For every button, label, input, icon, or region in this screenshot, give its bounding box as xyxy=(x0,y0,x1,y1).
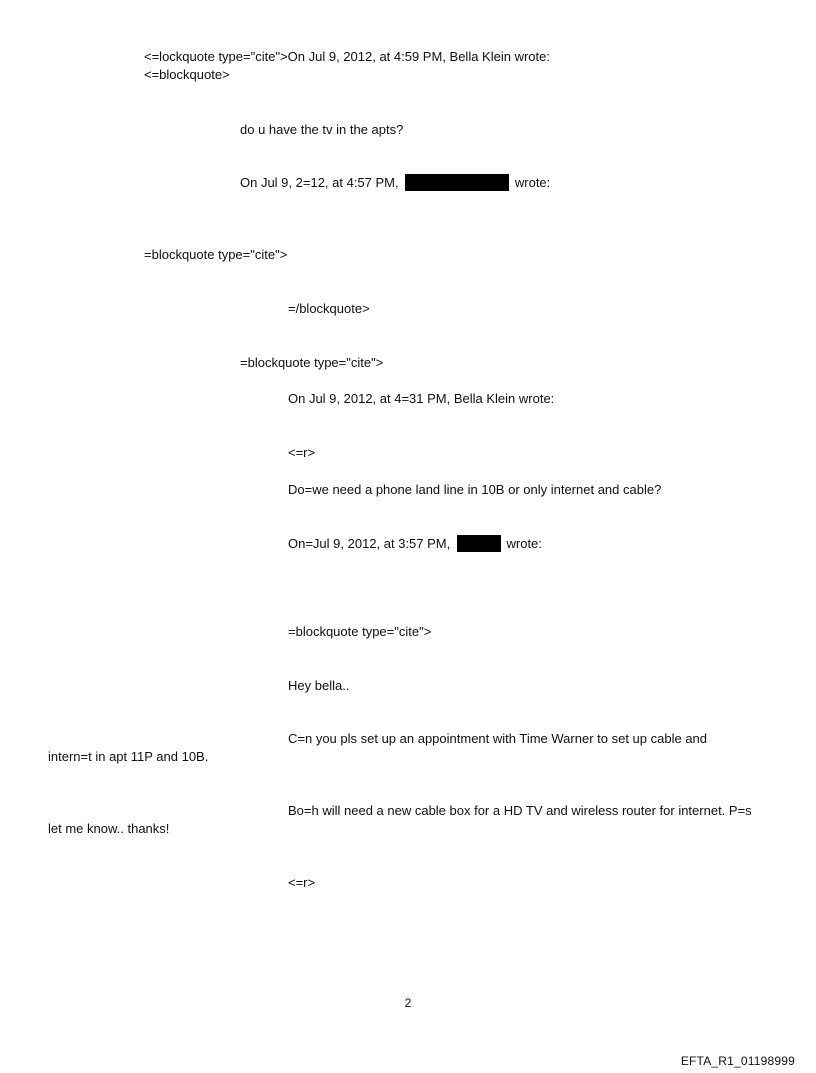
message-greeting: Hey bella.. xyxy=(288,678,350,693)
message-text-continued: intern=t in apt 11P and 10B. xyxy=(48,749,209,764)
message-text: Bo=h will need a new cable box for a HD TV and wireless router for internet. P=s xyxy=(288,803,752,818)
page-number: 2 xyxy=(404,996,412,1010)
message-text-continued: let me know.. thanks! xyxy=(48,821,170,836)
attribution-suffix: wrote: xyxy=(514,175,551,190)
attribution-prefix: On Jul 9, 2=12, at 4:57 PM, xyxy=(240,175,399,190)
quote-attribution: On Jul 9, 2012, at 4=31 PM, Bella Klein wrote: xyxy=(288,391,555,406)
break-tag-line: <=r> xyxy=(288,445,316,460)
quote-header-line: <=lockquote type="cite">On Jul 9, 2012, at 4:59 PM, Bella Klein wrote: xyxy=(144,49,550,64)
blockquote-tag-line: =blockquote type="cite"> xyxy=(240,355,384,370)
attribution-suffix: wrote: xyxy=(506,536,542,551)
message-text: C=n you pls set up an appointment with Time Warner to set up cable and xyxy=(288,731,708,746)
blockquote-close-tag-line: =/blockquote> xyxy=(288,301,370,316)
quote-attribution xyxy=(288,535,542,552)
message-text: do u have the tv in the apts? xyxy=(240,122,404,137)
attribution-prefix: On=Jul 9, 2012, at 3:57 PM, xyxy=(288,536,451,551)
break-tag-line: <=r> xyxy=(288,875,316,890)
redaction-block xyxy=(405,174,509,191)
blockquote-tag-line: =blockquote type="cite"> xyxy=(144,247,288,262)
blockquote-tag-line: =blockquote type="cite"> xyxy=(288,624,432,639)
blockquote-tag-line: <=blockquote> xyxy=(144,67,230,82)
quote-attribution xyxy=(240,174,550,191)
redaction-block xyxy=(457,535,501,552)
document-id: EFTA_R1_01198999 xyxy=(680,1054,795,1068)
message-text: Do=we need a phone land line in 10B or only internet and cable? xyxy=(288,482,662,497)
